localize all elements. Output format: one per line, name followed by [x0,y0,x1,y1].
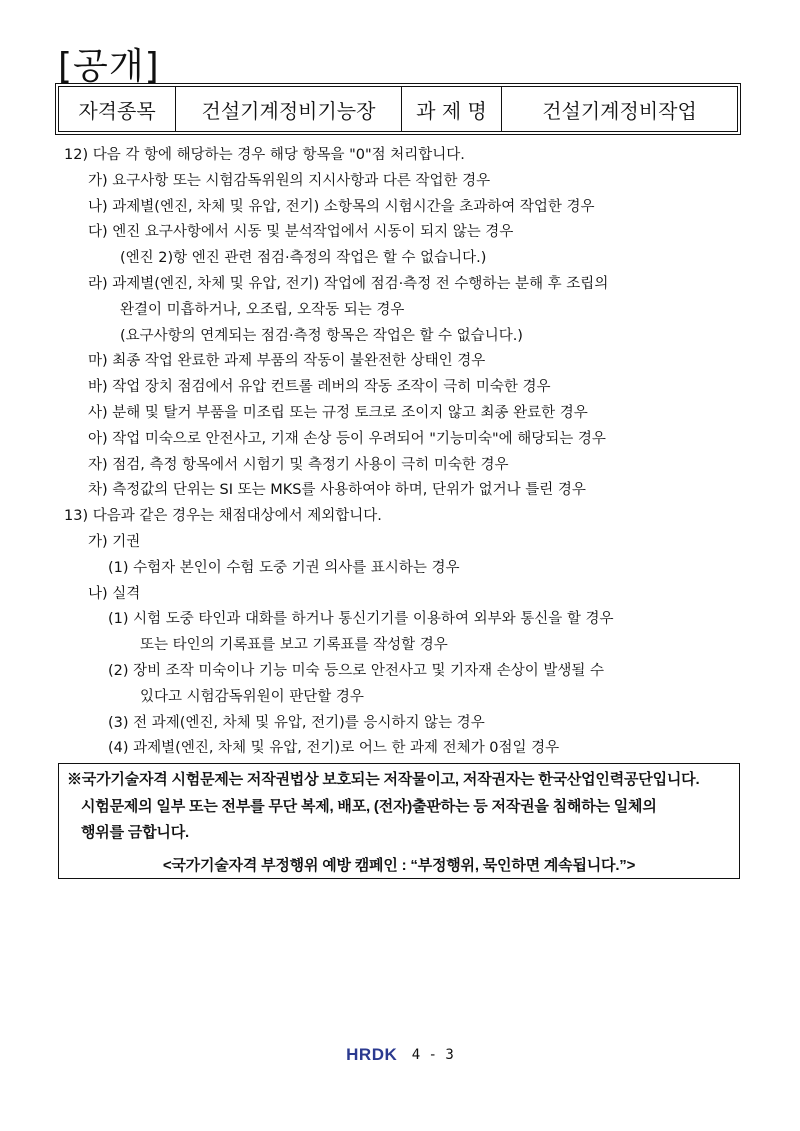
instructions-body [64,143,764,762]
rule-note: (엔진 2)항 엔진 관련 점검·측정의 작업은 할 수 없습니다.) [120,250,487,267]
page-footer [0,1045,800,1065]
rule-item: 마) 최종 작업 완료한 과제 부품의 작동이 불완전한 상태인 경우 [88,353,486,370]
page-title: [공개] [58,46,160,87]
task-name-label: 과 제 명 [402,87,502,131]
rule-continuation: 있다고 시험감독위원이 판단할 경우 [140,688,364,705]
rule-item: 자) 점검, 측정 항목에서 시험기 및 측정기 사용이 극히 미숙한 경우 [88,456,509,473]
rule-item: 가) 요구사항 또는 시험감독위원의 지시사항과 다른 작업한 경우 [88,172,491,189]
page-number: 4 - 3 [411,1047,454,1063]
rule-item: 바) 작업 장치 점검에서 유압 컨트롤 레버의 작동 조작이 극히 미숙한 경우 [88,379,551,396]
notice-line: ※국가기술자격 시험문제는 저작권법상 보호되는 저작물이고, 저작권자는 한국산업인력공단입니다. [67,771,700,788]
qualification-label: 자격종목 [59,87,176,131]
rule-note: (요구사항의 연계되는 점검·측정 항목은 작업은 할 수 없습니다.) [120,327,523,344]
rule-item: 차) 측정값의 단위는 SI 또는 MKS를 사용하여야 하며, 단위가 없거나 틀린 경우 [88,482,586,499]
rule-subheading: 나) 실격 [88,585,141,602]
hrdk-logo: HRDK [346,1045,398,1064]
rule-item: 사) 분해 및 탈거 부품을 미조립 또는 규정 토크로 조이지 않고 최종 완료한 경우 [88,404,588,421]
notice-line: 시험문제의 일부 또는 전부를 무단 복제, 배포, (전자)출판하는 등 저작권을 침해하는 일체의 [81,798,657,815]
exam-info-table [58,86,738,132]
rule-subitem: (2) 장비 조작 미숙이나 기능 미숙 등으로 안전사고 및 기자재 손상이 발생될 수 [108,662,605,679]
copyright-notice [58,763,740,879]
rule-item-12: 12) 다음 각 항에 해당하는 경우 해당 항목을 "0"점 처리합니다. [64,147,465,163]
rule-item: 나) 과제별(엔진, 차체 및 유압, 전기) 소항목의 시험시간을 초과하여 작업한 경우 [88,198,595,215]
rule-item: 라) 과제별(엔진, 차체 및 유압, 전기) 작업에 점검·측정 전 수행하는 분해 후 조립의 [88,275,609,292]
rule-item-13: 13) 다음과 같은 경우는 채점대상에서 제외합니다. [64,508,382,525]
qualification-value: 건설기계정비기능장 [176,87,402,131]
rule-subheading: 가) 기권 [88,533,141,550]
rule-subitem: (1) 시험 도중 타인과 대화를 하거나 통신기기를 이용하여 외부와 통신을 할 경우 [108,611,614,628]
rule-subitem: (4) 과제별(엔진, 차체 및 유압, 전기)로 어느 한 과제 전체가 0점일 경우 [108,740,560,757]
rule-item: 다) 엔진 요구사항에서 시동 및 분석작업에서 시동이 되지 않는 경우 [88,224,514,241]
rule-item: 아) 작업 미숙으로 안전사고, 기재 손상 등이 우려되어 "기능미숙"에 해당되는 경우 [88,430,606,447]
rule-subitem: (1) 수험자 본인이 수험 도중 기권 의사를 표시하는 경우 [108,559,460,576]
task-name-value: 건설기계정비작업 [542,98,697,123]
rule-subitem: (3) 전 과제(엔진, 차체 및 유압, 전기)를 응시하지 않는 경우 [108,714,485,731]
notice-line: 행위를 금합니다. [81,824,189,841]
rule-continuation: 또는 타인의 기록표를 보고 기록표를 작성할 경우 [140,637,448,654]
campaign-line: <국가기술자격 부정행위 예방 캠페인 : “부정행위, 묵인하면 계속됩니다.”> [162,857,636,874]
rule-continuation: 완결이 미흡하거나, 오조립, 오작동 되는 경우 [120,301,405,318]
